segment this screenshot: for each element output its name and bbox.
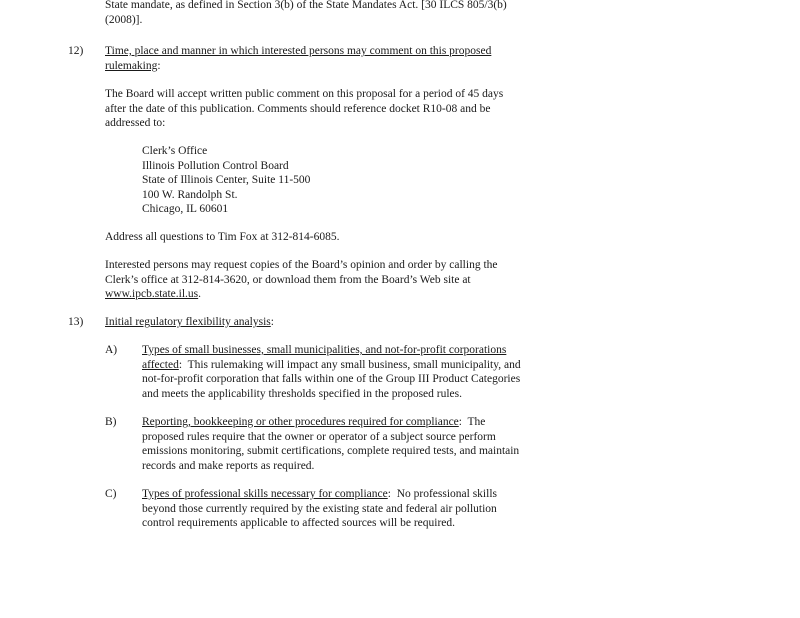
section-12-heading-line-2: rulemaking <box>105 59 158 72</box>
questions-contact: Address all questions to Tim Fox at 312-814-6085. <box>105 231 340 243</box>
item-b-letter: B) <box>105 416 117 428</box>
mailing-address <box>142 144 310 217</box>
item-c-title: Types of professional skills necessary for compliance <box>142 488 388 500</box>
item-b-line-1-rest: The <box>461 416 486 428</box>
item-c-line-2: beyond those currently required by the existing state and federal air pollution <box>142 502 497 515</box>
item-c-line-1-rest: No professional skills <box>390 488 497 500</box>
item-c-text <box>142 487 497 531</box>
item-c-line-3: control requirements applicable to affected sources will be required. <box>142 517 456 529</box>
section-13-heading-text: Initial regulatory flexibility analysis <box>105 316 271 328</box>
item-b-line-4: records and make reports as required. <box>142 459 315 472</box>
board-website-link[interactable]: www.ipcb.state.il.us <box>105 288 199 300</box>
section-12-number: 12) <box>68 45 84 57</box>
item-b-title: Reporting, bookkeeping or other procedures required for compliance <box>142 416 459 428</box>
section-13-number: 13) <box>68 316 84 328</box>
item-a-title-line-2: affected <box>142 358 179 371</box>
item-a-title-line-1: Types of small businesses, small municipalities, and not-for-profit corporations <box>142 344 507 356</box>
item-a-line-4: and meets the applicability thresholds specified in the proposed rules. <box>142 387 463 400</box>
copies-paragraph <box>105 258 498 302</box>
copies-line-2: Clerk’s office at 312-814-3620, or download them from the Board’s Web site at <box>105 273 471 286</box>
section-12-heading-line-1: Time, place and manner in which interested persons may comment on this proposed <box>105 45 492 57</box>
item-b-line-2: proposed rules require that the owner or operator of a subject source perform <box>142 430 496 443</box>
address-line: Clerk’s Office <box>142 145 208 157</box>
item-a-letter: A) <box>105 344 118 356</box>
item-b-line-3: emissions monitoring, submit certifications, complete required tests, and maintain <box>142 445 520 457</box>
section-13-heading <box>105 315 274 330</box>
item-a-line-2-rest: This rulemaking will impact any small business, small municipality, and <box>182 358 521 371</box>
fragment-line-2: (2008)]. <box>105 13 143 26</box>
item-b-text <box>142 415 519 473</box>
section-12-para-line-3: addressed to: <box>105 117 166 129</box>
item-a-title-colon: : <box>178 358 183 371</box>
address-line: State of Illinois Center, Suite 11-500 <box>142 174 311 186</box>
section-12-paragraph <box>105 87 503 131</box>
address-line: Chicago, IL 60601 <box>142 203 229 215</box>
section-11-fragment <box>105 0 507 27</box>
section-12-para-line-1: The Board will accept written public comment on this proposal for a period of 45 days <box>105 88 504 100</box>
website-period: . <box>198 288 202 300</box>
address-line: Illinois Pollution Control Board <box>142 159 289 172</box>
item-a-text <box>142 343 521 401</box>
section-13-heading-colon: : <box>270 316 274 328</box>
section-12-para-line-2: after the date of this publication. Comments should reference docket R10-08 and be <box>105 102 491 115</box>
item-a-line-3: not-for-profit corporation that falls within one of the Group III Product Categories <box>142 373 521 385</box>
item-c-letter: C) <box>105 488 117 500</box>
section-12-heading <box>105 44 491 73</box>
item-c-title-colon: : <box>387 488 391 500</box>
item-b-title-colon: : <box>458 416 462 428</box>
fragment-line-1: State mandate, as defined in Section 3(b) of the State Mandates Act. [30 ILCS 805/3(b) <box>105 0 507 11</box>
section-12-heading-colon: : <box>157 59 161 72</box>
address-line: 100 W. Randolph St. <box>142 188 238 201</box>
copies-line-1: Interested persons may request copies of the Board’s opinion and order by calling the <box>105 259 498 271</box>
